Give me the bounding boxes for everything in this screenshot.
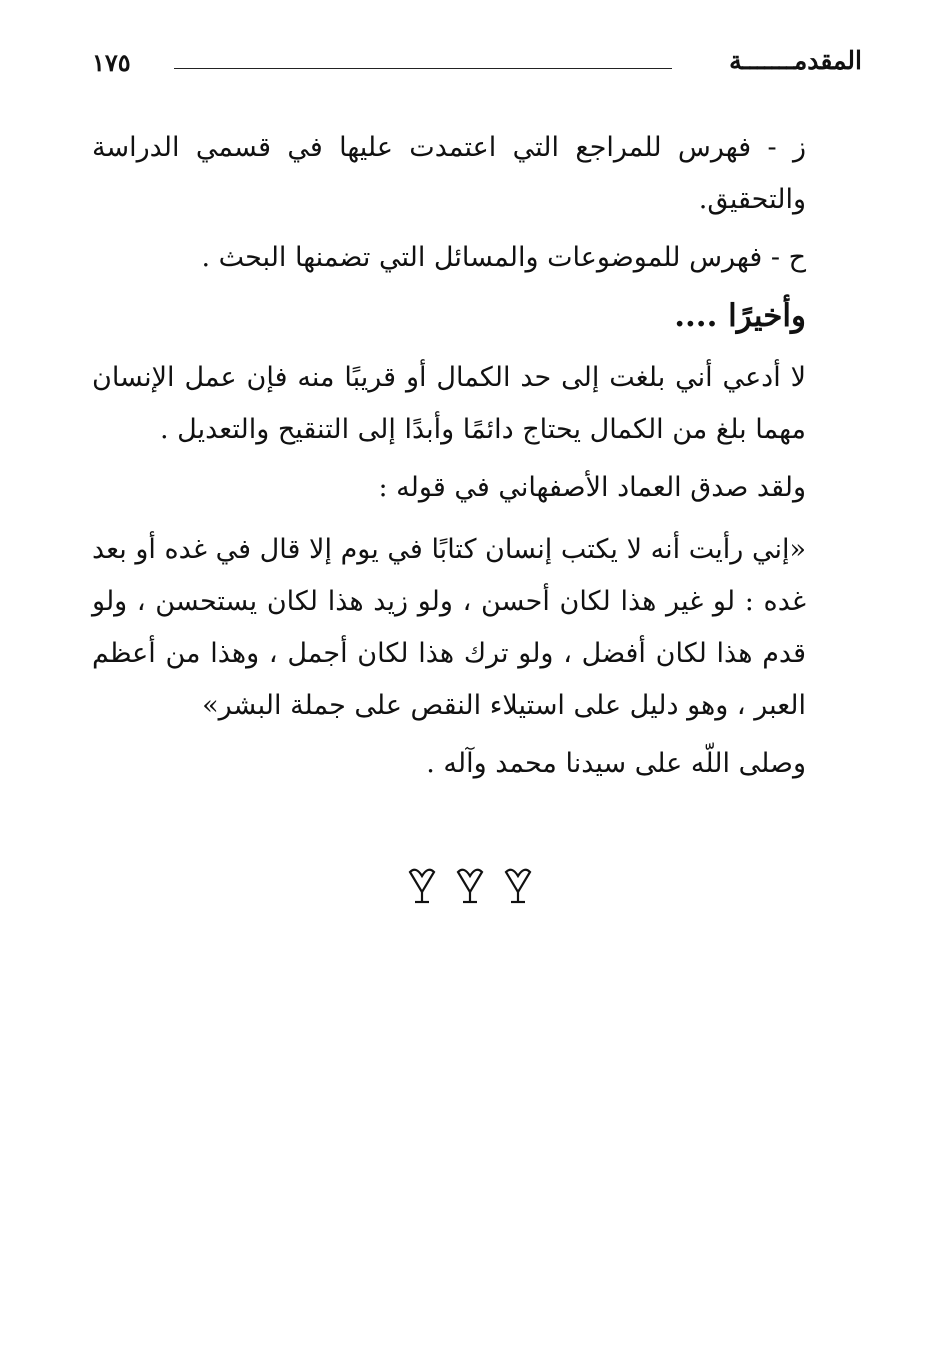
page-number: ١٧٥ (92, 48, 131, 77)
section-heading: وأخيرًا .... (674, 298, 806, 334)
list-item-zay: ز - فهرس للمراجع التي اعتمدت عليها في قسمي الدراسة والتحقيق. (92, 132, 806, 215)
quotation: «إني رأيت أنه لا يكتب إنسان كتابًا في يوم إلا قال في غده أو بعد غده : لو غير هذا لكان أحسن ، ولو زيد هذا لكان يستحسن ، ولو قدم هذا لكان أفضل ، ولو ترك هذا لكان أجمل ، وهذا من أعظم العبر ، وهو دليل على استيلاء النقص على جملة البشر» (92, 534, 806, 721)
floral-ornament-icon (506, 870, 530, 902)
closing-paragraph: لا أدعي أني بلغت إلى حد الكمال أو قريبًا منه فإن عمل الإنسان مهما بلغ من الكمال يحتاج دائمًا وأبدًا إلى التنقيح والتعديل . (92, 362, 806, 445)
floral-ornament-icon (458, 870, 482, 902)
header-rule (174, 68, 672, 69)
list-item-ha: ح - فهرس للموضوعات والمسائل التي تضمنها البحث . (201, 242, 806, 273)
quote-intro: ولقد صدق العماد الأصفهاني في قوله : (378, 472, 806, 503)
closing-prayer: وصلى اللّه على سيدنا محمد وآله . (426, 748, 806, 779)
running-head: المقدمـــــــة (729, 46, 862, 75)
floral-ornament-icon (410, 870, 434, 902)
triple-floral-ornament-icon (400, 862, 540, 912)
page-header (92, 44, 862, 88)
body-text (92, 122, 854, 796)
